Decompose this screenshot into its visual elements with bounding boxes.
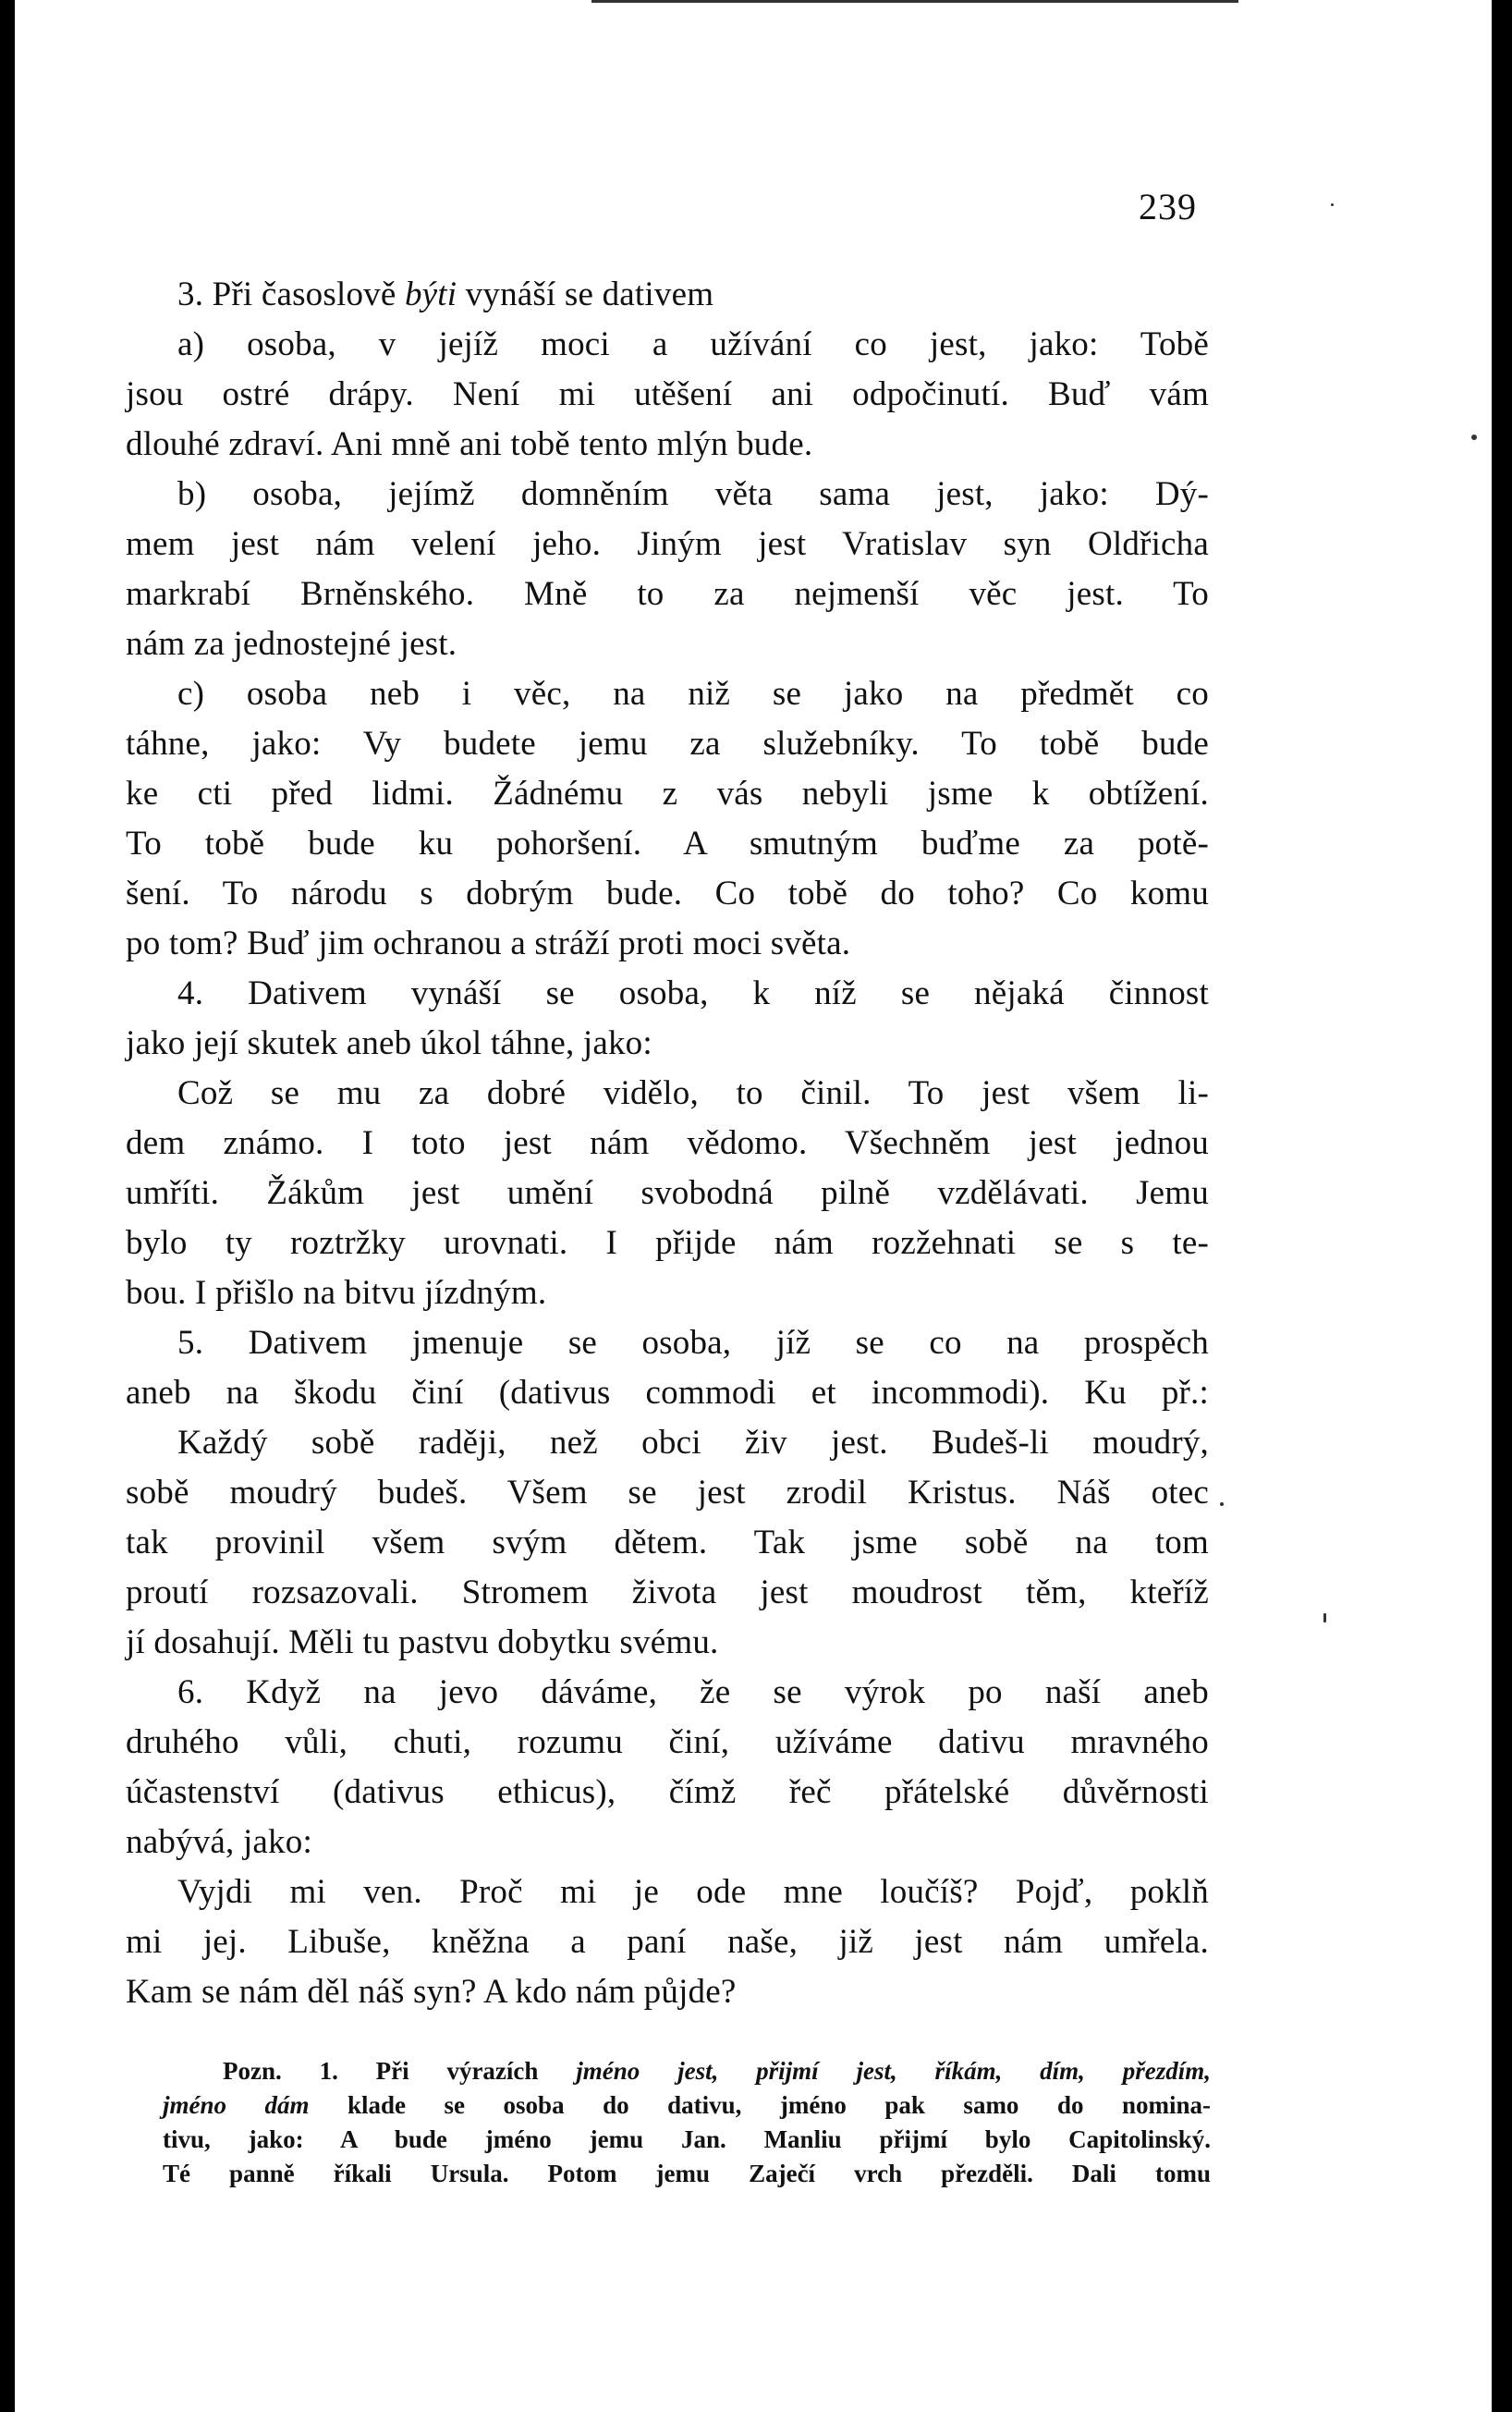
body-line <box>126 1818 1209 1867</box>
text-segment: nám za jednostejné jest. <box>126 625 457 663</box>
footnote-line <box>163 2088 1211 2123</box>
body-line <box>126 1768 1209 1818</box>
body-line <box>126 819 1209 869</box>
text-segment: 6. Když na jevo dáváme, že se výrok po naší aneb <box>177 1673 1209 1711</box>
text-segment: Té panně říkali Ursula. Potom jemu Zaječí vrch přezděli. Dali tomu <box>163 2160 1211 2187</box>
text-segment: tivu, jako: A bude jméno jemu Jan. Manliu přijmí bylo Capitolinský. <box>163 2125 1211 2153</box>
text-segment: mem jest nám velení jeho. Jiným jest Vratislav syn Oldřicha <box>126 525 1209 563</box>
body-line <box>126 669 1209 719</box>
body-line <box>126 1568 1209 1618</box>
text-segment: b) osoba, jejímž domněním věta sama jest, jako: Dý- <box>177 475 1209 513</box>
body-line <box>126 1418 1209 1468</box>
text-segment: 5. Dativem jmenuje se osoba, jíž se co na prospěch <box>177 1324 1209 1362</box>
body-line <box>126 1468 1209 1518</box>
footnote-line <box>163 2123 1211 2157</box>
text-segment: jí dosahují. Měli tu pastvu dobytku svému. <box>126 1623 719 1661</box>
body-line <box>126 370 1209 420</box>
text-segment: bylo ty roztržky urovnati. I přijde nám rozžehnati se s te- <box>126 1224 1209 1262</box>
body-line <box>126 420 1209 470</box>
footnote <box>163 2054 1211 2191</box>
body-line <box>126 1218 1209 1268</box>
body-line <box>126 719 1209 769</box>
text-segment: druhého vůli, chuti, rozumu činí, užíváme dativu mravného <box>126 1723 1209 1761</box>
text-segment: a) osoba, v jejíž moci a užívání co jest, jako: Tobě <box>177 325 1209 363</box>
body-line <box>126 1069 1209 1119</box>
text-segment: umříti. Žákům jest umění svobodná pilně vzdělávati. Jemu <box>126 1174 1209 1212</box>
text-segment: Vyjdi mi ven. Proč mi je ode mne loučíš? Pojď, poklň <box>177 1873 1209 1911</box>
text-segment: po tom? Buď jim ochranou a stráží proti moci světa. <box>126 924 851 962</box>
body-line <box>126 270 1209 320</box>
text-segment: účastenství (dativus ethicus), čímž řeč přátelské důvěrnosti <box>126 1773 1209 1811</box>
body-line <box>126 1268 1209 1318</box>
body-line <box>126 769 1209 819</box>
body-line <box>126 1967 1209 2017</box>
text-segment: táhne, jako: Vy budete jemu za služebníky. To tobě bude <box>126 725 1209 763</box>
body-line <box>126 1119 1209 1169</box>
text-segment: dem známo. I toto jest nám vědomo. Všechněm jest jednou <box>126 1124 1209 1162</box>
text-segment: aneb na škodu činí (dativus commodi et incommodi). Ku př.: <box>126 1374 1209 1412</box>
text-segment: Což se mu za dobré vidělo, to činil. To jest všem li- <box>177 1074 1209 1112</box>
scan-speck <box>1323 1613 1326 1622</box>
text-segment: vynáší se dativem <box>457 275 714 313</box>
text-segment: tak provinil všem svým dětem. Tak jsme sobě na tom <box>126 1524 1209 1561</box>
scan-speck <box>1220 1502 1224 1506</box>
body-line <box>126 470 1209 520</box>
body-line <box>126 1718 1209 1768</box>
footnote-line <box>223 2054 1211 2088</box>
scan-edge-right <box>1492 0 1512 2412</box>
text-segment: bou. I přišlo na bitvu jízdným. <box>126 1274 547 1312</box>
text-segment: 4. Dativem vynáší se osoba, k níž se nějaká činnost <box>177 974 1209 1012</box>
text-segment: c) osoba neb i věc, na niž se jako na předmět co <box>177 675 1209 713</box>
italic-term: jméno jest, přijmí jest, říkám, dím, přezdím, <box>576 2057 1211 2085</box>
text-segment: Kam se nám děl náš syn? A kdo nám půjde? <box>126 1973 737 2011</box>
body-line <box>126 869 1209 919</box>
text-segment: klade se osoba do dativu, jméno pak samo do nomina- <box>309 2091 1211 2119</box>
scan-edge-top <box>591 0 1238 3</box>
text-segment: 3. Při časoslově <box>177 275 405 313</box>
body-line <box>126 969 1209 1019</box>
scan-edge-left <box>0 0 15 2412</box>
text-segment: To tobě bude ku pohoršení. A smutným buďme za potě- <box>126 825 1209 863</box>
text-segment: markrabí Brněnského. Mně to za nejmenší věc jest. To <box>126 575 1209 613</box>
text-segment: dlouhé zdraví. Ani mně ani tobě tento mlýn bude. <box>126 425 813 463</box>
body-line <box>126 919 1209 969</box>
scan-speck <box>1331 203 1334 206</box>
body-line <box>126 1019 1209 1069</box>
text-segment: mi jej. Libuše, kněžna a paní naše, již jest nám umřela. <box>126 1923 1209 1961</box>
text-segment: nabývá, jako: <box>126 1823 312 1861</box>
text-segment: proutí rozsazovali. Stromem života jest moudrost těm, kteříž <box>126 1573 1209 1611</box>
text-segment: jako její skutek aneb úkol táhne, jako: <box>126 1024 652 1062</box>
text-segment: jsou ostré drápy. Není mi utěšení ani odpočinutí. Buď vám <box>126 375 1209 413</box>
body-line <box>126 1917 1209 1967</box>
body-line <box>126 1169 1209 1218</box>
footnote-line <box>163 2157 1211 2191</box>
body-line <box>126 320 1209 370</box>
text-segment: Každý sobě raději, než obci živ jest. Budeš-li moudrý, <box>177 1424 1209 1462</box>
scan-speck <box>1471 435 1477 440</box>
text-segment: sobě moudrý budeš. Všem se jest zrodil Kristus. Náš otec <box>126 1474 1209 1512</box>
body-line <box>126 1518 1209 1568</box>
text-segment: Pozn. 1. Při výrazích <box>223 2057 577 2085</box>
italic-term: býti <box>404 275 457 313</box>
text-segment: šení. To národu s dobrým bude. Co tobě do toho? Co komu <box>126 875 1209 912</box>
body-line <box>126 1668 1209 1718</box>
italic-term: jméno dám <box>163 2091 310 2119</box>
body-text <box>126 270 1209 2017</box>
body-line <box>126 1618 1209 1668</box>
body-line <box>126 1318 1209 1368</box>
body-line <box>126 1368 1209 1418</box>
text-segment: ke cti před lidmi. Žádnému z vás nebyli jsme k obtížení. <box>126 775 1209 813</box>
body-line <box>126 1867 1209 1917</box>
body-line <box>126 619 1209 669</box>
body-line <box>126 520 1209 569</box>
body-line <box>126 569 1209 619</box>
page-number: 239 <box>1139 186 1197 227</box>
